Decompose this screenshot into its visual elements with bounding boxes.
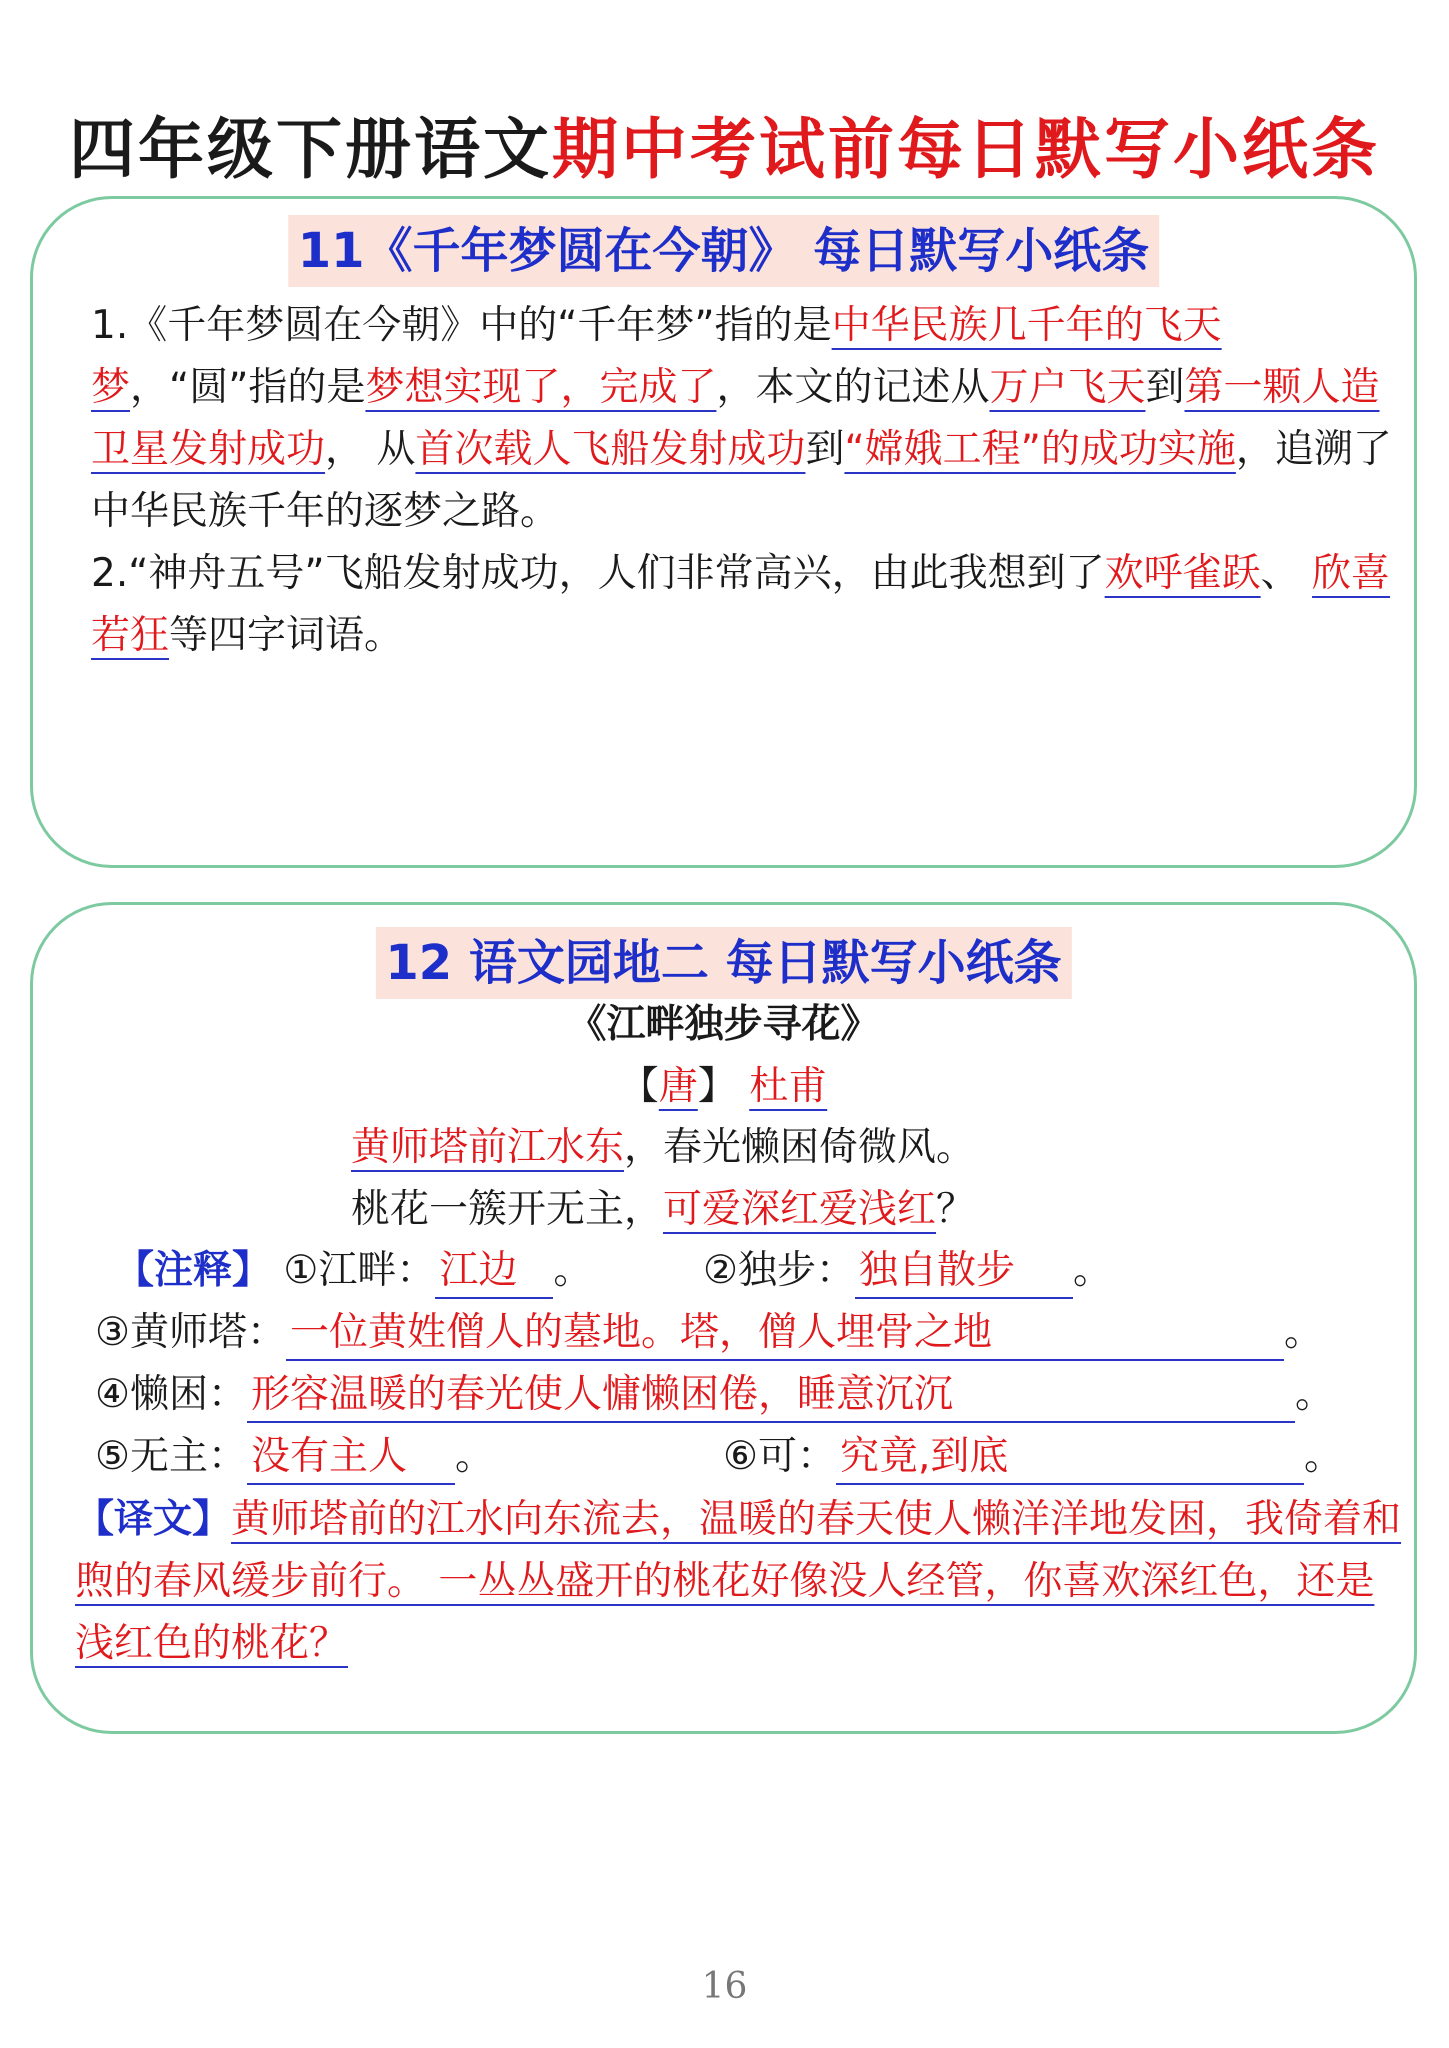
- q1-answer-6: “嫦娥工程”的成功实施: [844, 427, 1236, 472]
- dynasty-bracket-open: 【: [619, 1064, 659, 1109]
- q1-answer-5: 首次载人飞船发射成功: [415, 427, 806, 472]
- dynasty-bracket-close: 】: [697, 1064, 737, 1109]
- poem-author-line: [33, 1057, 1414, 1117]
- lesson-12-heading: 12 语文园地二 每日默写小纸条: [375, 927, 1071, 999]
- note-1-period: 。: [553, 1248, 593, 1293]
- note-4-label: ④懒困：: [95, 1372, 247, 1417]
- poem-line-2-given: 桃花一簇开无主，: [351, 1187, 664, 1232]
- note-3-period: 。: [1283, 1310, 1323, 1355]
- note-1-answer: 江边: [435, 1245, 553, 1299]
- note-5-period: 。: [454, 1434, 494, 1479]
- q2-text-3: 等四字词语。: [169, 613, 404, 658]
- poem-line-2: [351, 1179, 975, 1241]
- q1-answer-3: 万户飞天: [989, 365, 1146, 410]
- note-6-answer: 究竟,到底: [836, 1431, 1304, 1485]
- q1-text-2: ，“圆”指的是: [130, 365, 366, 410]
- question-1: [91, 295, 1411, 543]
- note-2-answer: 独自散步: [855, 1245, 1073, 1299]
- note-row-6: [723, 1427, 1343, 1487]
- note-2-label: ②独步：: [703, 1248, 855, 1293]
- note-1-label: ①江畔：: [283, 1248, 436, 1293]
- note-row-5: [95, 1427, 494, 1487]
- q1-text-7: ，追溯了中华民族千年的逐梦之路。: [91, 427, 1392, 534]
- poem-line-1-rest: ，春光懒困倚微风。: [624, 1125, 976, 1170]
- note-row-1: [115, 1241, 592, 1301]
- page-title-red: 期中考试前每日默写小纸条: [552, 111, 1380, 188]
- note-5-label: ⑤无主：: [95, 1434, 247, 1479]
- poem-line-2-answer: 可爱深红爱浅红: [663, 1187, 937, 1232]
- page-title: [0, 108, 1449, 192]
- lesson-11-card: [30, 196, 1417, 868]
- lesson-12-card: [30, 902, 1417, 1734]
- translation: [75, 1489, 1405, 1675]
- q1-answer-4: 第一颗人造卫星发射成功: [91, 365, 1380, 472]
- poem-title: 《江畔独步寻花》: [567, 1002, 880, 1047]
- q2-text-2: 、: [1260, 551, 1313, 596]
- note-6-label: ⑥可：: [723, 1434, 836, 1479]
- note-5-answer: 没有主人: [247, 1431, 455, 1485]
- question-2: [91, 543, 1411, 667]
- poem-line-1-answer: 黄师塔前江水东: [351, 1125, 625, 1170]
- q1-answer-2: 梦想实现了，完成了: [365, 365, 717, 410]
- page-number: 16: [701, 1966, 748, 2007]
- translation-text: 黄师塔前的江水向东流去，温暖的春天使人懒洋洋地发困，我倚着和煦的春风缓步前行。 一丛丛盛开的桃花好像没人经管，你喜欢深红色，还是浅红色的桃花？: [75, 1497, 1402, 1666]
- q1-text-3: ，本文的记述从: [716, 365, 990, 410]
- q2-text-1: 2.“神舟五号”飞船发射成功，人们非常高兴，由此我想到了: [91, 551, 1105, 596]
- page-title-black: 四年级下册语文: [69, 111, 552, 188]
- note-3-answer: 一位黄姓僧人的墓地。塔，僧人埋骨之地: [286, 1307, 1284, 1361]
- q1-text-6: 到: [805, 427, 845, 472]
- poem-line-2-end: ？: [936, 1187, 976, 1232]
- q1-text-1: 1.《千年梦圆在今朝》中的“千年梦”指的是: [91, 303, 832, 348]
- q2-answer-2: 欣喜若狂: [91, 551, 1391, 658]
- q1-text-4: 到: [1145, 365, 1185, 410]
- poem-dynasty: 唐: [658, 1064, 698, 1109]
- translation-label: 【译文】: [75, 1497, 232, 1542]
- note-row-1b: [703, 1241, 1112, 1301]
- q2-answer-1: 欢呼雀跃: [1104, 551, 1261, 596]
- note-6-period: 。: [1303, 1434, 1343, 1479]
- q1-answer-1: 中华民族几千年的飞天梦: [91, 303, 1222, 410]
- note-2-period: 。: [1072, 1248, 1112, 1293]
- note-4-period: 。: [1294, 1372, 1334, 1417]
- note-3-label: ③黄师塔：: [95, 1310, 286, 1355]
- q1-text-5: ， 从: [325, 427, 416, 472]
- note-row-3: [95, 1303, 1323, 1363]
- poem-author: 杜甫: [749, 1064, 828, 1109]
- note-row-4: [95, 1365, 1334, 1425]
- notes-label: 【注释】: [115, 1248, 272, 1293]
- note-4-answer: 形容温暖的春光使人慵懒困倦，睡意沉沉: [247, 1369, 1295, 1423]
- poem-line-1: [351, 1117, 975, 1179]
- lesson-11-heading: 11《千年梦圆在今朝》 每日默写小纸条: [288, 215, 1160, 287]
